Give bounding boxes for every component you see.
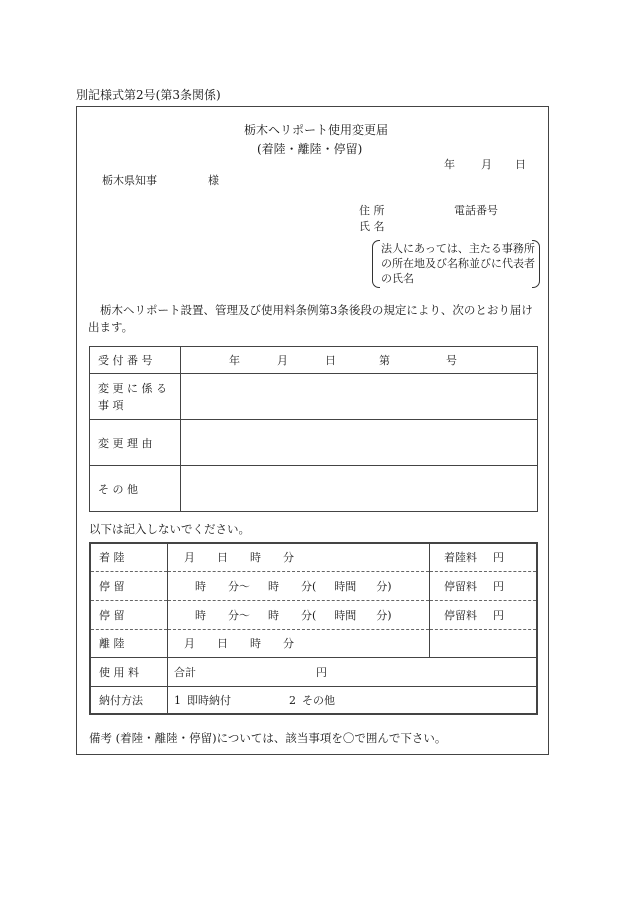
table-row	[90, 374, 538, 420]
other-label: そ の 他	[90, 466, 181, 512]
payment-option-immediate[interactable]: 即時納付	[187, 693, 231, 707]
addressee-honorific: 様	[208, 174, 219, 187]
form-subtitle: (着陸・離陸・停留)	[257, 142, 363, 156]
office-use-note: 以下は記入しないでください。	[89, 522, 250, 536]
table-row	[90, 420, 538, 466]
takeoff-fee-cell[interactable]	[430, 629, 538, 657]
stay2-label: 停 留	[90, 600, 168, 629]
reception-number-cell[interactable]	[181, 347, 538, 374]
payment-option1-number: 1	[174, 693, 181, 707]
phone-label: 電話番号	[454, 204, 498, 217]
landing-hour: 時	[250, 551, 261, 565]
table-row	[90, 629, 537, 657]
table-row	[90, 543, 537, 571]
payment-method-cell[interactable]	[168, 686, 538, 714]
stay1-to-minute: 分(	[301, 579, 317, 593]
takeoff-day: 日	[217, 637, 228, 650]
changed-items-cell[interactable]	[181, 374, 538, 420]
date-day: 日	[515, 158, 526, 171]
landing-month: 月	[184, 551, 195, 565]
changed-items-label: 変 更 に 係 る 事 項	[90, 374, 181, 420]
stay1-to-hour: 時	[268, 579, 279, 593]
reception-day: 日	[325, 354, 336, 367]
corporate-note-text: 法人にあっては、主たる事務所の所在地及び名称並びに代表者の氏名	[381, 242, 535, 285]
usage-fee-label: 使 用 料	[90, 657, 168, 686]
stay2-from-minute: 分〜	[228, 608, 250, 622]
corporate-note	[372, 240, 540, 288]
other-cell[interactable]	[181, 466, 538, 512]
stay1-fee-label: 停留料	[444, 579, 477, 593]
usage-fee-cell[interactable]	[168, 657, 538, 686]
remarks: 備考 (着陸・離陸・停留)については、該当事項を〇で囲んで下さい。	[89, 731, 447, 745]
stay2-duration-minutes: 分)	[376, 608, 392, 622]
reception-dai: 第	[379, 354, 390, 367]
takeoff-label: 離 陸	[90, 629, 168, 657]
name-label: 氏 名	[359, 220, 385, 233]
table-row	[90, 686, 537, 714]
stay1-duration-hours: 時間	[334, 579, 357, 593]
table-row	[90, 600, 537, 629]
stay1-duration-minutes: 分)	[376, 579, 392, 593]
address-label: 住 所	[359, 204, 385, 217]
payment-option-other[interactable]: その他	[302, 693, 335, 707]
stay2-to-minute: 分(	[301, 608, 317, 622]
payment-method-label: 納付方法	[90, 686, 168, 714]
table-row	[90, 347, 538, 374]
table-row	[90, 657, 537, 686]
stay2-time-cell[interactable]	[168, 600, 430, 629]
takeoff-minute: 分	[283, 637, 294, 650]
office-use-table	[89, 542, 538, 715]
stay1-label: 停 留	[90, 571, 168, 600]
landing-day: 日	[217, 551, 228, 565]
change-reason-cell[interactable]	[181, 420, 538, 466]
stay2-fee-cell[interactable]	[430, 600, 538, 629]
landing-fee-yen: 円	[493, 551, 504, 565]
reception-number-label: 受 付 番 号	[90, 347, 181, 374]
body-text: 栃木ヘリポート設置、管理及び使用料条例第3条後段の規定により、次のとおり届け出ます。	[88, 303, 533, 334]
landing-fee-label: 着陸料	[444, 551, 477, 565]
stay1-from-minute: 分〜	[228, 579, 250, 593]
landing-label: 着 陸	[90, 543, 168, 571]
reception-year: 年	[229, 354, 240, 367]
stay2-from-hour: 時	[195, 608, 206, 622]
stay2-fee-label: 停留料	[444, 608, 477, 622]
payment-option2-number: 2	[289, 693, 296, 707]
form-title: 栃木ヘリポート使用変更届	[244, 123, 389, 137]
stay2-fee-yen: 円	[493, 608, 504, 622]
takeoff-hour: 時	[250, 637, 261, 650]
date-month: 月	[481, 158, 492, 171]
takeoff-month: 月	[184, 637, 195, 650]
reception-month: 月	[277, 354, 288, 367]
takeoff-time-cell[interactable]	[168, 629, 430, 657]
addressee-name: 栃木県知事	[102, 174, 157, 187]
stay1-fee-cell[interactable]	[430, 571, 538, 600]
landing-time-cell[interactable]	[168, 543, 430, 571]
landing-fee-cell[interactable]	[430, 543, 538, 571]
change-reason-label: 変 更 理 由	[90, 420, 181, 466]
reception-gou: 号	[446, 354, 457, 367]
stay2-duration-hours: 時間	[334, 608, 357, 622]
stay1-fee-yen: 円	[493, 579, 504, 593]
table-row	[90, 571, 537, 600]
stay2-to-hour: 時	[268, 608, 279, 622]
stay1-time-cell[interactable]	[168, 571, 430, 600]
form-header: 別記様式第2号(第3条関係)	[76, 88, 221, 102]
application-table	[89, 346, 538, 512]
stay1-from-hour: 時	[195, 579, 206, 593]
table-row	[90, 466, 538, 512]
usage-fee-yen: 円	[316, 665, 327, 679]
date-year: 年	[444, 158, 455, 171]
landing-minute: 分	[283, 551, 294, 565]
usage-fee-total-label: 合計	[174, 665, 196, 679]
